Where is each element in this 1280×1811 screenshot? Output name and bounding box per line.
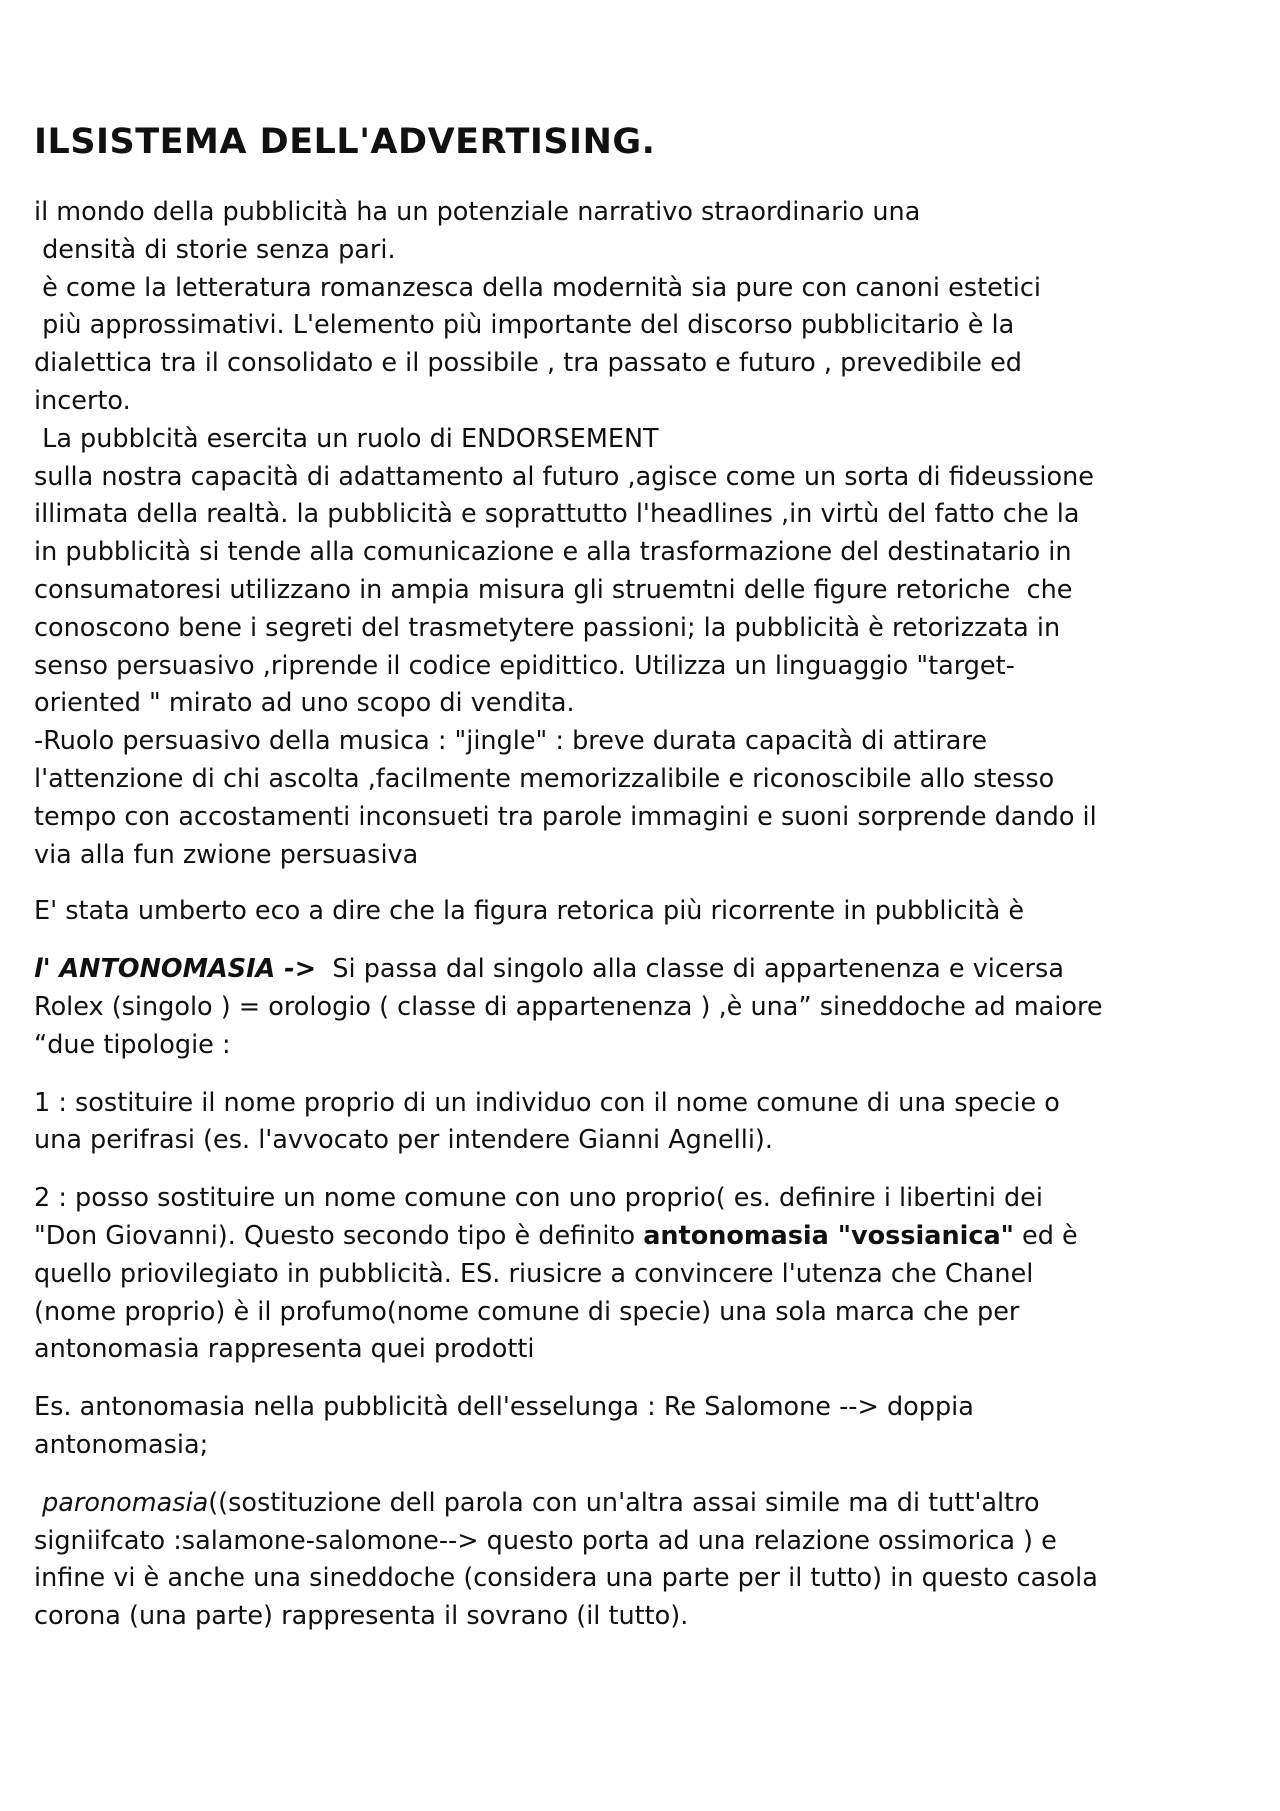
text-line: è come la letteratura romanzesca della modernità sia pure con canoni estetici — [34, 272, 1041, 303]
text-line: antonomasia; — [34, 1429, 209, 1460]
text-line: 1 : sostituire il nome proprio di un individuo con il nome comune di una specie o — [34, 1087, 1060, 1118]
text-line: oriented " mirato ad uno scopo di vendita. — [34, 688, 575, 719]
text-span: ed è — [1013, 1220, 1078, 1251]
text-line: l'attenzione di chi ascolta ,facilmente memorizzalibile e riconoscibile allo stesso — [34, 763, 1055, 794]
text-line: “due tipologie : — [34, 1029, 231, 1060]
paragraph-eco — [34, 893, 1234, 931]
text-line: E' stata umberto eco a dire che la figura retorica più ricorrente in pubblicità è — [34, 896, 1025, 927]
text-line: più approssimativi. L'elemento più importante del discorso pubblicitario è la — [34, 310, 1015, 341]
text-line: tempo con accostamenti inconsueti tra parole immagini e suoni sorprende dando il — [34, 801, 1097, 832]
paragraph-type-2 — [34, 1180, 1234, 1369]
text-line — [34, 951, 1234, 989]
paragraph-paronomasia — [34, 1485, 1234, 1636]
paragraph-antonomasia — [34, 951, 1234, 1064]
text-line: densità di storie senza pari. — [34, 234, 396, 265]
paragraph-esselunga — [34, 1389, 1234, 1465]
antonomasia-definition: Si passa dal singolo alla classe di appartenenza e vicersa — [316, 954, 1064, 985]
text-line: dialettica tra il consolidato e il possibile , tra passato e futuro , prevedibile ed — [34, 348, 1022, 379]
text-line: signiifcato :salamone-salomone--> questo porta ad una relazione ossimorica ) e — [34, 1525, 1057, 1556]
text-span: ((sostituzione dell parola con un'altra assai simile ma di tutt'altro — [208, 1487, 1040, 1518]
text-line: via alla fun zwione persuasiva — [34, 839, 419, 870]
vossianica-term: antonomasia "vossianica" — [643, 1220, 1014, 1251]
text-line: illimata della realtà. la pubblicità e soprattutto l'headlines ,in virtù del fatto che la — [34, 499, 1080, 530]
paronomasia-term: paronomasia — [42, 1487, 209, 1518]
text-line: sulla nostra capacità di adattamento al futuro ,agisce come un sorta di fideussione — [34, 461, 1094, 492]
text-line: una perifrasi (es. l'avvocato per intendere Gianni Agnelli). — [34, 1125, 773, 1156]
text-line: incerto. — [34, 385, 131, 416]
document-page — [34, 118, 1234, 1656]
text-line: antonomasia rappresenta quei prodotti — [34, 1334, 535, 1365]
text-line: quello priovilegiato in pubblicità. ES. riusicre a convincere l'utenza che Chanel — [34, 1258, 1034, 1289]
text-line: 2 : posso sostituire un nome comune con uno proprio( es. definire i libertini dei — [34, 1183, 1043, 1214]
text-span: "Don Giovanni). Questo secondo tipo è definito — [34, 1220, 644, 1251]
antonomasia-term: l' ANTONOMASIA -> — [34, 954, 317, 985]
text-line — [34, 1218, 1234, 1256]
text-line: corona (una parte) rappresenta il sovrano (il tutto). — [34, 1601, 689, 1632]
text-line: infine vi è anche una sineddoche (considera una parte per il tutto) in questo casola — [34, 1563, 1098, 1594]
text-line: il mondo della pubblicità ha un potenziale narrativo straordinario una — [34, 197, 921, 227]
paragraph-intro — [34, 194, 1234, 874]
text-line: in pubblicità si tende alla comunicazione e alla trasformazione del destinatario in — [34, 537, 1072, 568]
document-title: ILSISTEMA DELL'ADVERTISING. — [34, 122, 656, 162]
text-line: -Ruolo persuasivo della musica : "jingle" : breve durata capacità di attirare — [34, 726, 988, 757]
text-line: La pubblcità esercita un ruolo di ENDORSEMENT — [34, 423, 659, 454]
text-line — [34, 1485, 1234, 1523]
paragraph-type-1 — [34, 1085, 1234, 1161]
text-line: Es. antonomasia nella pubblicità dell'esselunga : Re Salomone --> doppia — [34, 1392, 974, 1423]
text-line: conoscono bene i segreti del trasmetytere passioni; la pubblicità è retorizzata in — [34, 612, 1061, 643]
text-line: consumatoresi utilizzano in ampia misura gli struemtni delle figure retoriche che — [34, 574, 1073, 605]
text-line: Rolex (singolo ) = orologio ( classe di appartenenza ) ,è una” sineddoche ad maiore — [34, 991, 1103, 1022]
text-line: senso persuasivo ,riprende il codice epidittico. Utilizza un linguaggio "target- — [34, 650, 1015, 681]
text-line: (nome proprio) è il profumo(nome comune di specie) una sola marca che per — [34, 1296, 1020, 1327]
